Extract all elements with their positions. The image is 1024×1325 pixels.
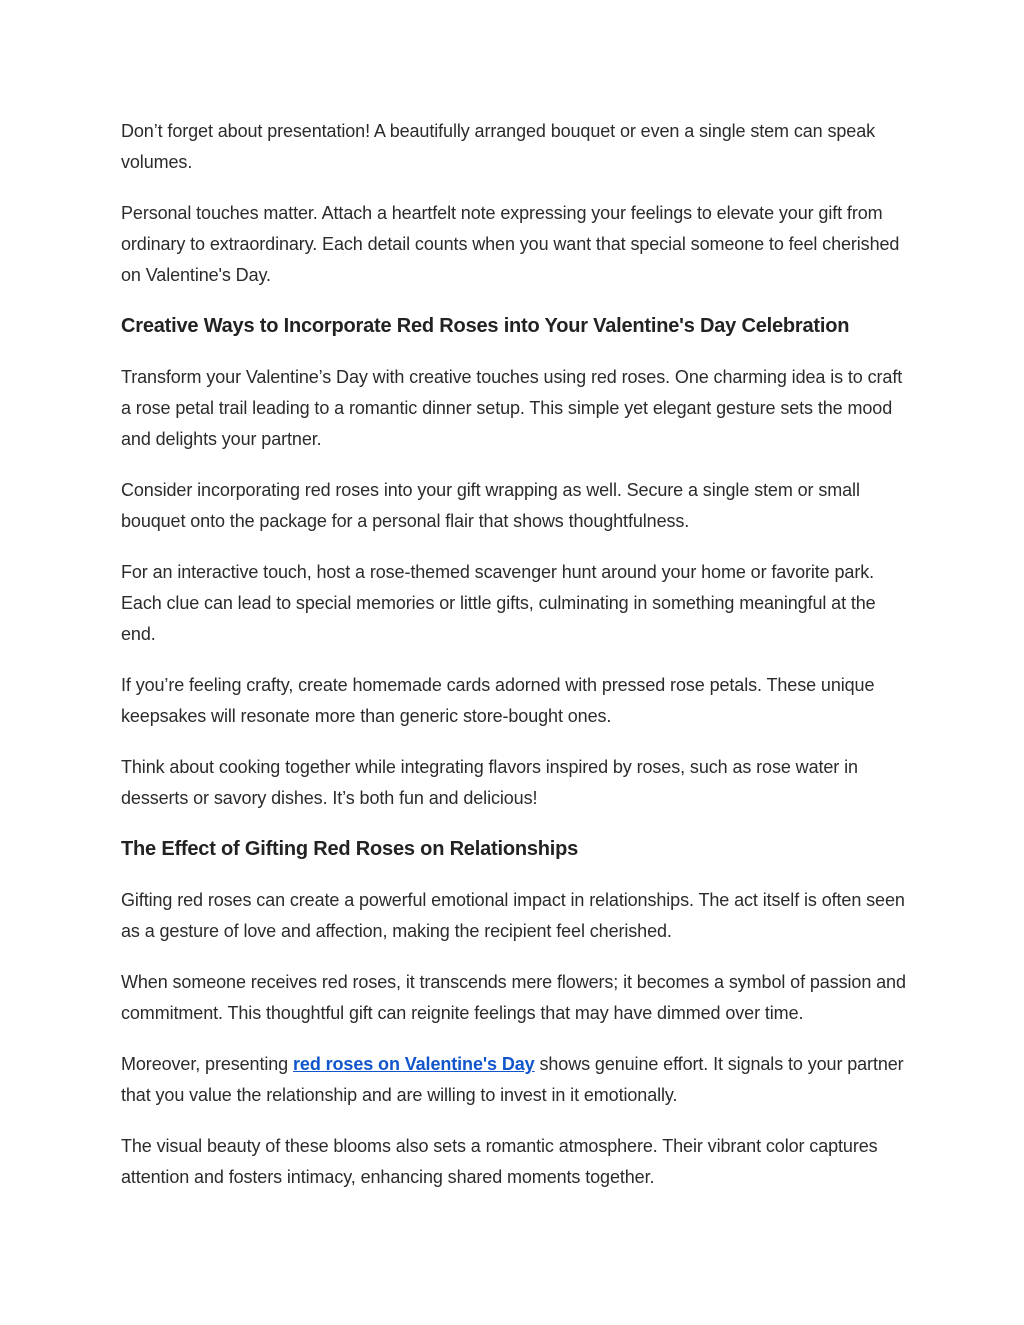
paragraph-text-after-link: shows genuine effort. It signals to your partner that you value the relationship and are willing to invest in it emotionally. <box>121 1054 904 1105</box>
paragraph-cooking-together: Think about cooking together while integrating flavors inspired by roses, such as rose water in desserts or savory dishes. It’s both fun and delicious! <box>121 757 858 808</box>
paragraph-genuine-effort <box>121 1049 911 1111</box>
heading-effect-on-relationships: The Effect of Gifting Red Roses on Relationships <box>121 838 579 860</box>
paragraph-presentation: Don’t forget about presentation! A beautifully arranged bouquet or even a single stem can speak volumes. <box>121 121 876 172</box>
paragraph-visual-beauty: The visual beauty of these blooms also sets a romantic atmosphere. Their vibrant color captures attention and fosters intimacy, enhancing shared moments together. <box>121 1136 878 1187</box>
paragraph-rose-petal-trail: Transform your Valentine’s Day with creative touches using red roses. One charming idea is to craft a rose petal trail leading to a romantic dinner setup. This simple yet elegant gesture sets the mood and delights your partner. <box>121 367 903 449</box>
paragraph-symbol-of-passion: When someone receives red roses, it transcends mere flowers; it becomes a symbol of passion and commitment. This thoughtful gift can reignite feelings that may have dimmed over time. <box>121 972 906 1023</box>
paragraph-scavenger-hunt: For an interactive touch, host a rose-themed scavenger hunt around your home or favorite park. Each clue can lead to special memories or little gifts, culminating in something meaningful at the end. <box>121 562 876 644</box>
paragraph-gift-wrapping: Consider incorporating red roses into your gift wrapping as well. Secure a single stem or small bouquet onto the package for a personal flair that shows thoughtfulness. <box>121 480 860 531</box>
paragraph-emotional-impact: Gifting red roses can create a powerful emotional impact in relationships. The act itself is often seen as a gesture of love and affection, making the recipient feel cherished. <box>121 890 905 941</box>
paragraph-personal-touches: Personal touches matter. Attach a heartfelt note expressing your feelings to elevate your gift from ordinary to extraordinary. Each detail counts when you want that special someone to feel cherished on Valentine's Day. <box>121 203 900 285</box>
paragraph-text-before-link: Moreover, presenting <box>121 1054 293 1074</box>
heading-creative-ways: Creative Ways to Incorporate Red Roses into Your Valentine's Day Celebration <box>121 315 850 337</box>
paragraph-homemade-cards: If you’re feeling crafty, create homemade cards adorned with pressed rose petals. These unique keepsakes will resonate more than generic store-bought ones. <box>121 675 875 726</box>
article-body <box>121 116 911 1213</box>
red-roses-link[interactable]: red roses on Valentine's Day <box>293 1054 535 1074</box>
